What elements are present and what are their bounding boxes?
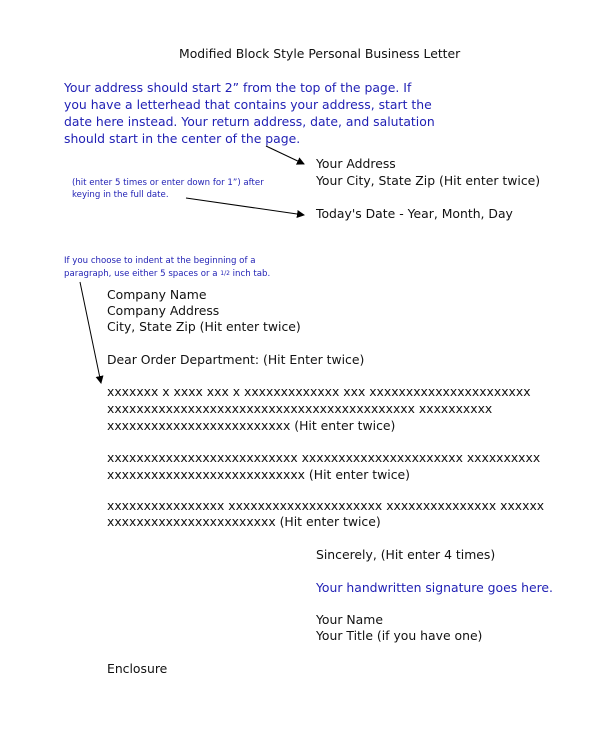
signer-title: Your Title (if you have one) [316,628,483,643]
paragraph-1-line-2: xxxxxxxxxxxxxxxxxxxxxxxxxxxxxxxxxxxxxxxxxx xxxxxxxxxx [107,401,493,416]
date-line: Today's Date - Year, Month, Day [316,206,513,221]
inside-address-city-state-zip: City, State Zip (Hit enter twice) [107,319,301,334]
salutation: Dear Order Department: (Hit Enter twice) [107,352,365,367]
date-note-line-1: (hit enter 5 times or enter down for 1”) after [72,178,264,188]
indent-note-fraction: 1/2 [220,270,230,277]
paragraph-1-line-1: xxxxxxx x xxxx xxx x xxxxxxxxxxxxx xxx xxxxxxxxxxxxxxxxxxxxxx [107,384,531,399]
paragraph-1-line-3: xxxxxxxxxxxxxxxxxxxxxxxxx (Hit enter twice) [107,418,396,433]
inside-address-company-name: Company Name [107,287,207,302]
return-address-line-1: Your Address [316,156,396,171]
return-address-line-2: Your City, State Zip (Hit enter twice) [316,173,541,188]
arrow-to-return-address [266,146,304,164]
indent-note-suffix: inch tab. [229,269,271,279]
address-note-line-2: you have a letterhead that contains your address, start the [64,97,432,112]
paragraph-2-line-2: xxxxxxxxxxxxxxxxxxxxxxxxxxx (Hit enter twice) [107,467,411,482]
address-note-line-3: date here instead. Your return address, date, and salutation [64,114,435,129]
enclosure-notation: Enclosure [107,661,168,676]
indent-note-prefix: paragraph, use either 5 spaces or a [64,269,221,279]
signature-note: Your handwritten signature goes here. [316,580,553,595]
paragraph-3-line-2: xxxxxxxxxxxxxxxxxxxxxxx (Hit enter twice) [107,514,381,529]
date-note-line-2: keying in the full date. [72,190,169,200]
arrow-to-date-line [186,198,304,215]
page-title: Modified Block Style Personal Business Letter [179,46,461,61]
arrow-to-paragraph-indent [80,282,101,383]
inside-address-company-address: Company Address [107,303,220,318]
paragraph-3-line-1: xxxxxxxxxxxxxxxx xxxxxxxxxxxxxxxxxxxxx xxxxxxxxxxxxxxx xxxxxx [107,498,545,513]
paragraph-2-line-1: xxxxxxxxxxxxxxxxxxxxxxxxxx xxxxxxxxxxxxxxxxxxxxxx xxxxxxxxxx [107,450,541,465]
closing: Sincerely, (Hit enter 4 times) [316,547,496,562]
indent-note-line-1: If you choose to indent at the beginning of a [64,256,256,266]
signer-name: Your Name [316,612,383,627]
address-note-line-1: Your address should start 2” from the top of the page. If [64,80,412,95]
address-note-line-4: should start in the center of the page. [64,131,301,146]
